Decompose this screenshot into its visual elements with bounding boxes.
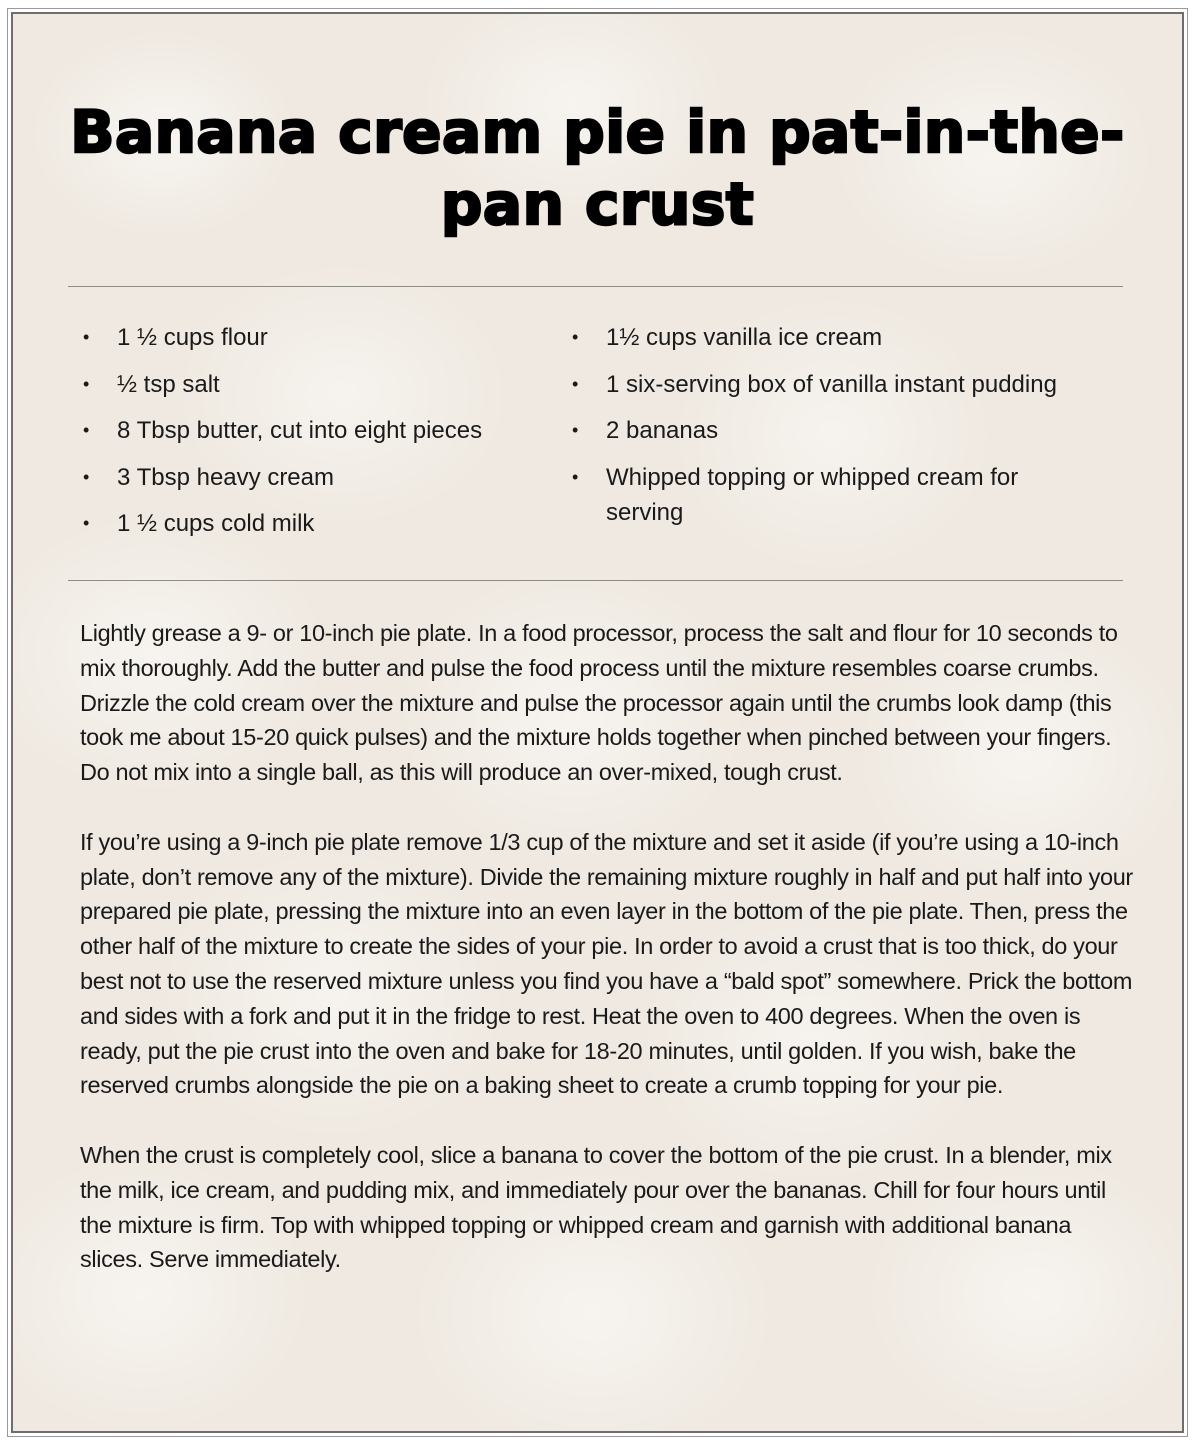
bullet-icon: • xyxy=(83,420,90,440)
ingredient-item xyxy=(79,460,519,495)
ingredient-text: 1 six-serving box of vanilla instant pudding xyxy=(606,370,1057,398)
ingredient-text: 2 bananas xyxy=(606,417,719,444)
top-divider xyxy=(68,286,1123,287)
direction-paragraph: If you’re using a 9-inch pie plate remove 1/3 cup of the mixture and set it aside (if you’re using a 10-inch plate, don’t remove any of the mixture). Divide the remaining mixture roughly in half and put half into your prepared pie plate, pressing the mixture into an even layer in the bottom of the pie plate. Then, press the other half of the mixture to create the sides of your pie. In order to avoid a crust that is too thick, do your best not to use the reserved mixture unless you find you have a “bald spot” somewhere. Prick the bottom and sides with a fork and put it in the fridge to rest. Heat the oven to 400 degrees. When the oven is ready, put the pie crust into the oven and bake for 18-20 minutes, until golden. If you wish, bake the reserved crumbs alongside the pie on a baking sheet to create a crumb topping for your pie. xyxy=(80,828,1133,1099)
ingredient-text: 1½ cups vanilla ice cream xyxy=(606,324,883,351)
ingredient-text: 3 Tbsp heavy cream xyxy=(117,463,334,491)
ingredient-item xyxy=(79,367,519,402)
direction-paragraph: Lightly grease a 9- or 10-inch pie plate. In a food processor, process the salt and flour for 10 seconds to mix thoroughly. Add the butter and pulse the food process until the mixture resembles coarse crumbs. Drizzle the cold cream over the mixture and pulse the processor again until the crumbs look damp (this took me about 15-20 quick pulses) and the mixture holds together when pinched between your fingers. Do not mix into a single ball, as this will produce an over-mixed, tough crust. xyxy=(80,620,1118,786)
ingredient-text: 1 ½ cups cold milk xyxy=(117,510,315,537)
direction-paragraph: When the crust is completely cool, slice a banana to cover the bottom of the pie crust. In a blender, mix the milk, ice cream, and pudding mix, and immediately pour over the bananas. Chill for four hours until the mixture is firm. Top with whipped topping or whipped cream and garnish with additional banana slices. Serve immediately. xyxy=(80,1141,1112,1273)
recipe-title: Banana cream pie in pat-in-the-pan crust xyxy=(70,98,1125,238)
ingredient-item xyxy=(568,367,1088,402)
directions xyxy=(80,616,1140,1312)
bottom-divider xyxy=(68,580,1123,581)
ingredients-left-column xyxy=(79,320,519,553)
bullet-icon: • xyxy=(83,466,90,487)
ingredients-right-column xyxy=(568,320,1088,541)
ingredient-item xyxy=(79,413,519,448)
ingredient-item xyxy=(568,413,1088,448)
bullet-icon: • xyxy=(83,373,90,394)
recipe-card xyxy=(11,12,1184,1433)
bullet-icon: • xyxy=(572,327,579,347)
ingredient-text: ½ tsp salt xyxy=(117,370,220,398)
bullet-icon: • xyxy=(83,513,90,533)
ingredient-text: Whipped topping or whipped cream for serving xyxy=(606,463,1019,526)
ingredient-item xyxy=(79,506,519,541)
bullet-icon: • xyxy=(572,373,579,394)
ingredient-item xyxy=(568,460,1088,530)
bullet-icon: • xyxy=(572,420,579,440)
ingredient-text: 8 Tbsp butter, cut into eight pieces xyxy=(117,417,483,444)
ingredient-item xyxy=(568,320,1088,355)
ingredient-text: 1 ½ cups flour xyxy=(117,324,268,351)
ingredient-item xyxy=(79,320,519,355)
bullet-icon: • xyxy=(83,327,90,347)
bullet-icon: • xyxy=(572,466,579,487)
